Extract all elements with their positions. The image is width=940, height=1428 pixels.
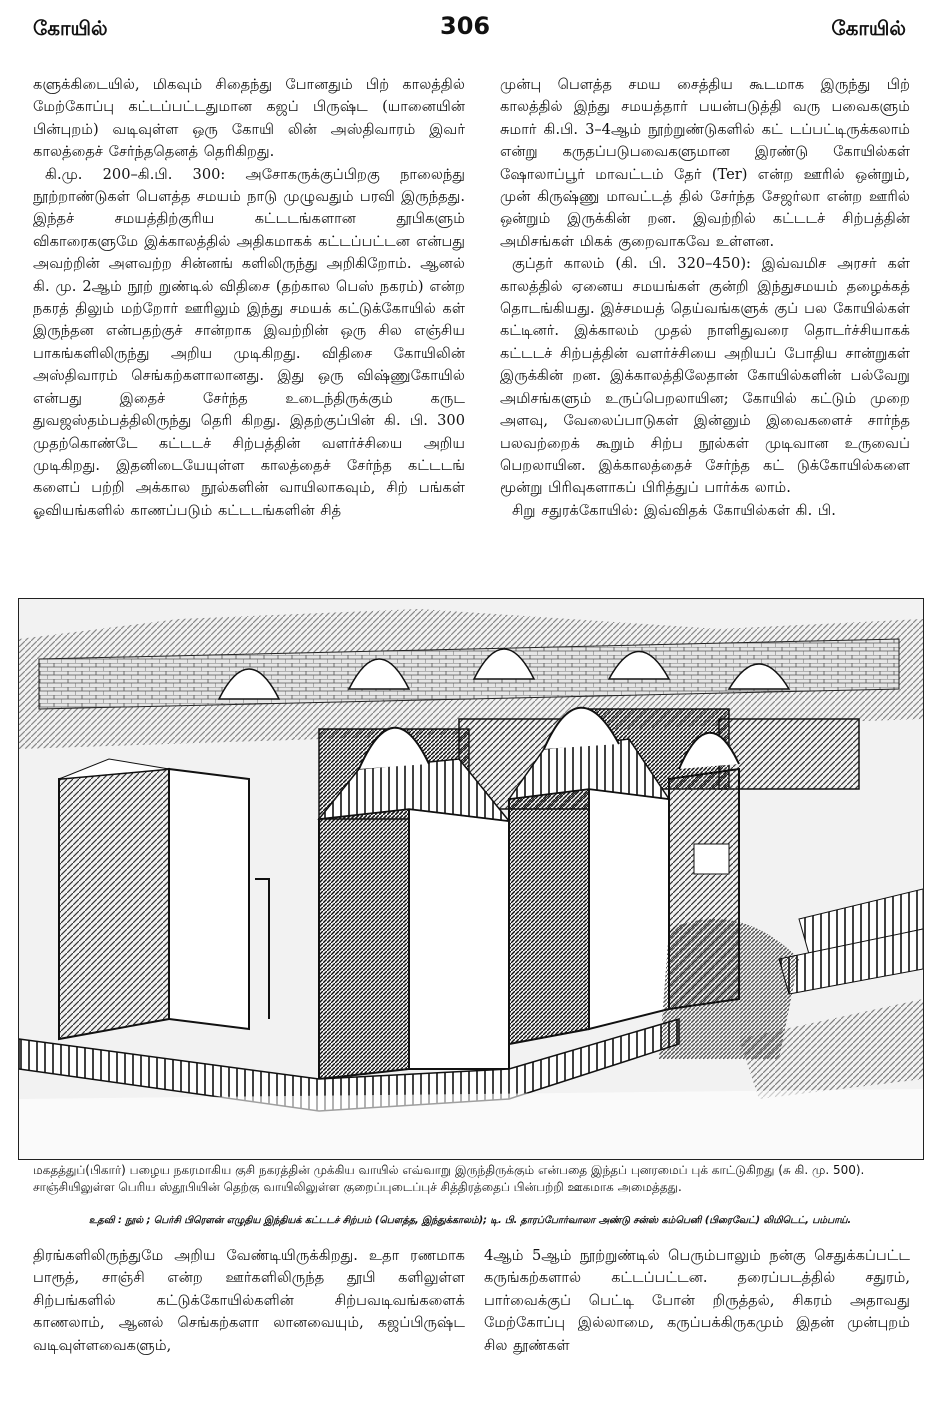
page-number: 306 [440,12,491,40]
running-header-left: கோயில் [33,16,108,40]
column-top-right [500,74,910,574]
city-gate-drawing [19,599,923,1159]
paragraph: 4ஆம் 5ஆம் நூற்றுண்டில் பெரும்பாலும் நன்கு செதுக்கப்பட்ட கருங்கற்களால் கட்டப்பட்டன. தரைப்படத்தில் சதுரம், பார்வைக்குப் பெட்டி போன் றிருத்தல், சிகரம் அதாவது மேற்கோப்பு இல்லாமை, கருப்பக்கிருகமும் இதன் முன்புறம் சில தூண்கள் [484,1247,910,1354]
column-top-left [33,74,465,574]
gateway-illustration [18,598,924,1160]
paragraph: குப்தர் காலம் (கி. பி. 320–450): இவ்வமிச அரசர் கள் காலத்தில் ஏனைய சமயங்கள் குன்றி இந்துசமயம் தழைக்கத் தொடங்கியது. இச்சமயத் தெய்வங்களுக் குப் பல கோயில்கள் கட்டினர். இக்காலம் முதல் நாளிதுவரை தொடர்ச்சியாகக் கட்டடச் சிற்பத்தின் வளர்ச்சியை அறியப் போதிய சான்றுகள் இருக்கின் றன. இக்காலத்திலேதான் கோயில்களின் பல்வேறு அமிசங்களும் உருப்பெறலாயின; கோயில் கட்டும் முறை அளவு, வேலைப்பாடுகள் இன்னும் இவைகளைச் சார்ந்த பலவற்றைக் கூறும் சிற்ப நூல்கள் முடிவான உருவைப் பெறலாயின. இக்காலத்தைச் சேர்ந்த கட் டுக்கோயில்களை மூன்று பிரிவுகளாகப் பிரித்துப் பார்க்க லாம். [500,255,910,497]
figure-credit: உதவி : நூல் ; பெர்சி பிரௌன் எழுதிய இந்தியக் கட்டடச் சிற்பம் (பௌத்த, இந்துக்காலம்); டி. பி. தாரப்போர்வாலா அண்டு சன்ஸ் கம்பெனி (பிரைவேட்) லிமிடெட், பம்பாய். [88,1215,852,1226]
paragraph: முன்பு பௌத்த சமய சைத்திய கூடமாக இருந்து பிற் காலத்தில் இந்து சமயத்தார் பயன்படுத்தி வரு பவைகளும் சுமார் கி.பி. 3–4ஆம் நூற்றுண்டுகளில் கட் டப்பட்டிருக்கலாம் என்று கருதப்படுபவைகளுமான இரண்டு கோயில்கள் ஷோலாப்பூர் மாவட்டம் தேர் (Ter) என்ற ஊரில் ஒன்றும், முன் கிருஷ்ணு மாவட்டத் தில் சேர்ந்த சேஜர்லா என்ற ஊரில் ஒன்றும் இருக்கின் றன. இவற்றில் கட்டடச் சிற்பத்தின் அமிசங்கள் மிகக் குறைவாகவே உள்ளன. [500,76,910,250]
paragraph: சிறு சதுரக்கோயில்: இவ்விதக் கோயில்கள் கி. பி. [512,501,836,519]
running-header-right: கோயில் [831,16,906,40]
paragraph: களுக்கிடையில், மிகவும் சிதைந்து போனதும் பிற் காலத்தில் மேற்கோப்பு கட்டப்பட்டதுமான கஜப் பிருஷ்ட (யானையின் பின்புறம்) வடிவுள்ள ஒரு கோயி லின் அஸ்திவாரம் இவர் காலத்தைச் சேர்ந்ததெனத் தெரிகிறது. [33,76,465,161]
figure-caption: மகதத்துப்(பிகார்) பழைய நகரமாகிய குசி நகரத்தின் முக்கிய வாயில் எவ்வாறு இருந்திருக்கும் என்பதை இந்தப் புனரமைப் புக் காட்டுகிறது (சு கி. மு. 500). சாஞ்சியிலுள்ள பெரிய ஸ்தூபியின் தெற்கு வாயிலிலுள்ள குறைப்புடைப்புச் சித்திரத்தைப் பின்பற்றி ஊகமாக அமைத்தது. [33,1163,865,1194]
column-bottom-left [33,1245,465,1375]
column-bottom-right [484,1245,910,1375]
paragraph: திரங்களிலிருந்துமே அறிய வேண்டியிருக்கிறது. உதா ரணமாக பாரூத், சாஞ்சி என்ற ஊர்களிலிருந்த தூபி களிலுள்ள சிற்பங்களில் கட்டுக்கோயில்களின் சிற்பவடிவங்களைக் காணலாம், ஆனல் செங்கற்களா லானவையும், கஜப்பிருஷ்ட வடிவுள்ளவைகளும், [33,1247,465,1354]
paragraph: கி.மு. 200–கி.பி. 300: அசோகருக்குப்பிறகு நாலைந்து நூற்றாண்டுகள் பௌத்த சமயம் நாடு முழுவதும் பரவி இருந்தது. இந்தச் சமயத்திற்குரிய கட்டடங்களான தூபிகளும் விகாரைகளுமே இக்காலத்தில் அதிகமாகக் கட்டப்பட்டன என்பது அவற்றின் அளவற்ற சின்னங் களிலிருந்து அறிகிறோம். ஆனல் கி. மு. 2ஆம் நூற் றுண்டில் விதிசை (தற்கால பெஸ் நகரம்) என்ற நகரத் திலும் மற்றோர் ஊரிலும் இந்து சமயக் கட்டுக்கோயில் கள் இருந்தன என்பதற்குச் சான்றாக இவற்றின் ஒரு சில எஞ்சிய பாகங்களிலிருந்து அறிய முடிகிறது. விதிசை கோயிலின் அஸ்திவாரம் செங்கற்களாலானது. இது ஒரு விஷ்ணுகோயில் என்பது இதைச் சேர்ந்த உடைந்திருக்கும் கருட துவஜஸ்தம்பத்திலிருந்து தெரி கிறது. இதற்குப்பின் கி. பி. 300 முதற்கொண்டே கட்டடச் சிற்பத்தின் வளர்ச்சியை அறிய முடிகிறது. இதனிடையேயுள்ள காலத்தைச் சேர்ந்த கட்டடங் களைப் பற்றி அக்கால நூல்களின் வாயிலாகவும், சிற் பங்கள் ஓவியங்களில் காணப்படும் கட்டடங்களின் சித் [33,165,465,519]
